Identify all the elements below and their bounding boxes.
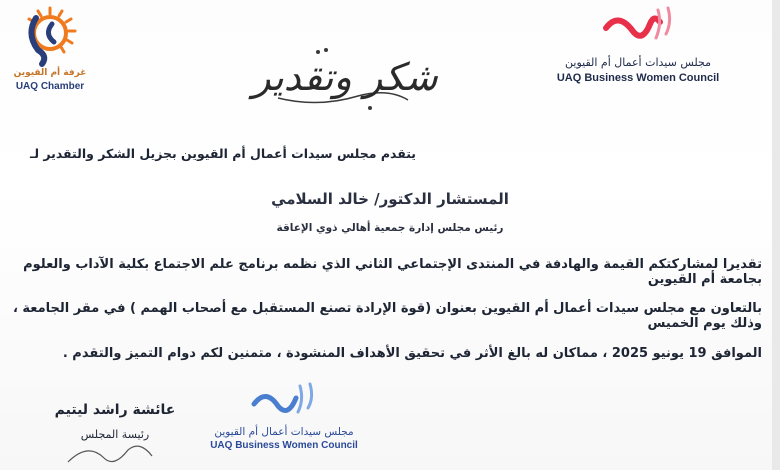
handwritten-signature	[48, 436, 178, 470]
council-english-name: UAQ Business Women Council	[556, 72, 720, 84]
body-line-2: بالتعاون مع مجلس سيدات أعمال أم القيوين بعنوان (قوة الإرادة تصنع المستقبل مع أصحاب الهمم ) في مقر الجامعة ، وذلك يوم الخميس	[12, 301, 762, 331]
uaq-business-women-council-logo-icon	[598, 4, 682, 54]
stamp-english-name: UAQ Business Women Council	[210, 440, 358, 451]
body-line-3: الموافق 19 يونيو 2025 ، مماكان له بالغ الأثر في تحقيق الأهداف المنشودة ، متمنين لكم دوام التميز والتقدم .	[62, 346, 762, 361]
page-edge	[772, 0, 780, 470]
recipient-name: المستشار الدكتور/ خالد السلامي	[271, 190, 509, 208]
body-line-1: تقديرا لمشاركتكم القيمة والهادفة في المنتدى الإجتماعي الثاني الذي نظمه برنامج علم الاجتماع بكلية الآداب والعلوم بجامعة أم القيوين	[23, 257, 762, 287]
council-stamp	[204, 380, 364, 470]
uaq-chamber-logo-icon	[14, 4, 86, 68]
council-stamp-icon	[248, 380, 320, 428]
chamber-english-name: UAQ Chamber	[15, 81, 85, 92]
signatory-title: رئيسة المجلس	[80, 428, 150, 441]
signatory-name: عائشة راشد ليتيم	[54, 402, 176, 418]
chamber-arabic-name: غرفة أم القيوين	[13, 68, 87, 78]
uaq-chamber-logo	[8, 4, 92, 96]
certificate-title: شكر وتقدير	[252, 55, 438, 99]
stamp-arabic-name: مجلس سيدات أعمال أم القيوين	[214, 426, 354, 438]
recipient-position: رئيس مجلس إدارة جمعية أهالي ذوي الإعاقة	[276, 222, 504, 234]
business-women-council-logo	[548, 4, 728, 90]
council-arabic-name: مجلس سيدات أعمال أم القيوين	[565, 56, 711, 69]
certificate-intro: يتقدم مجلس سيدات أعمال أم القيوين بجزيل الشكر والتقدير لـ	[30, 146, 416, 161]
